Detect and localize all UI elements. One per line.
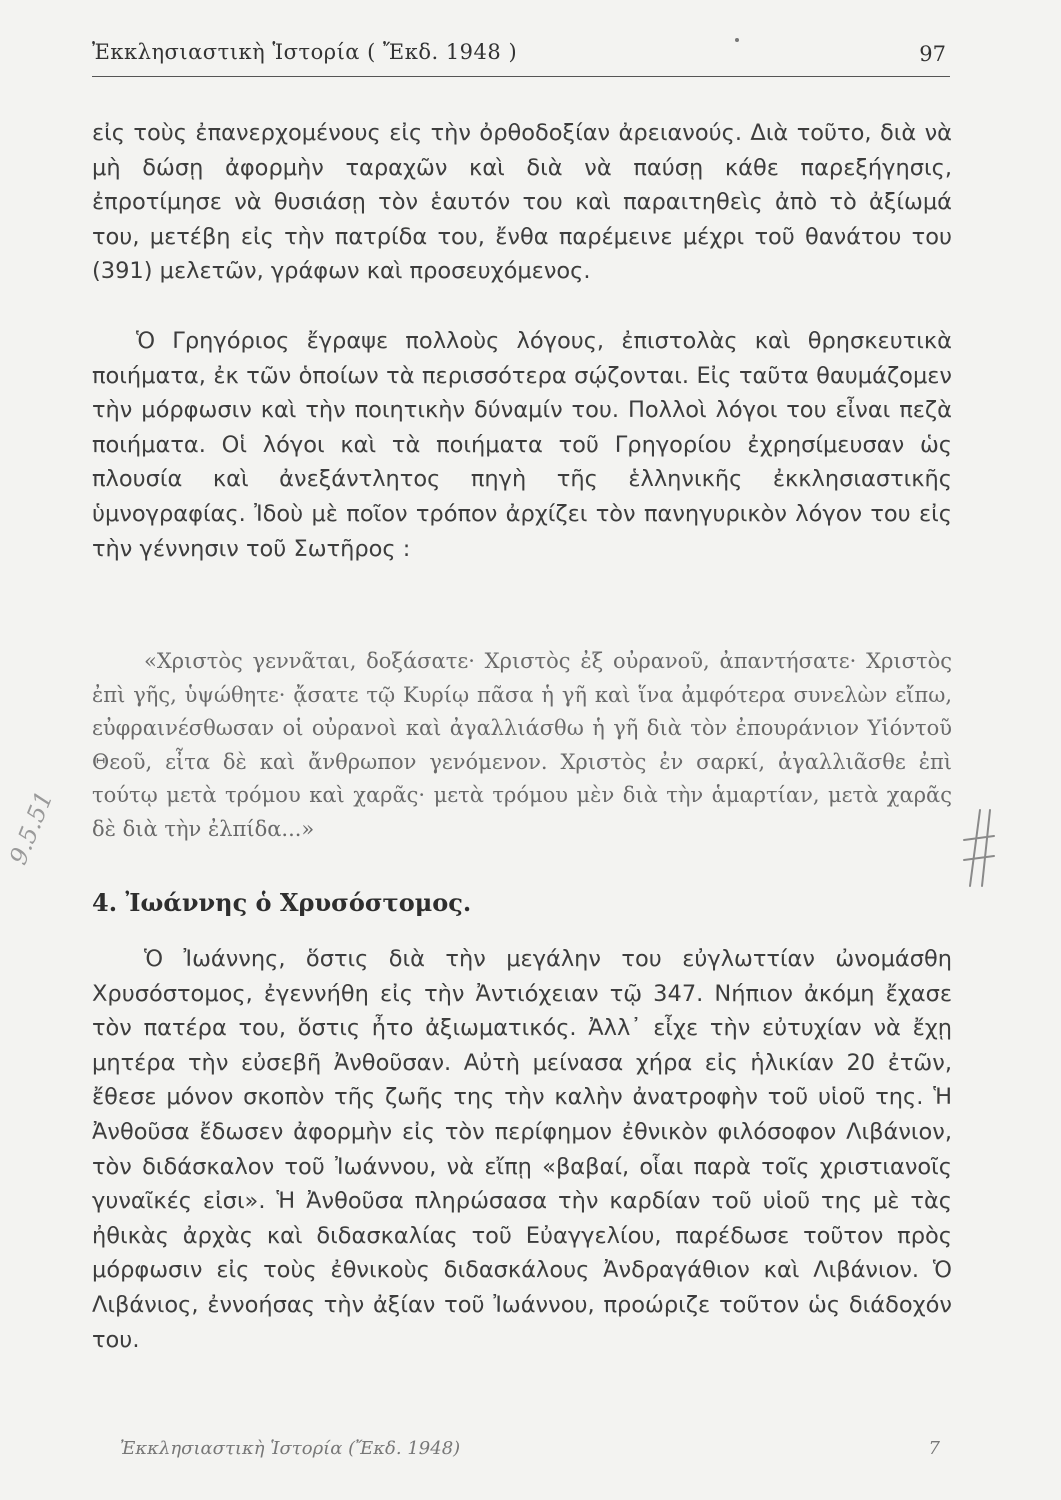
paragraph-3-text: Ὁ Ἰωάννης, ὅστις διὰ τὴν μεγάλην του εὐγλωττίαν ὠνομάσθη Χρυσόστομος, ἐγεννήθη εἰς τὴν Ἀντιόχειαν τῷ 347. Νήπιον ἀκόμη ἔχασε τὸν πατέρα του, ὅστις ἦτο ἀξιωματικός. Ἀλλ᾽ εἶχε τὴν εὐτυχίαν νὰ ἔχῃ μητέρα τὴν εὐσεβῆ Ἀνθοῦσαν. Αὐτὴ μείνασα χήρα εἰς ἡλικίαν 20 ἐτῶν, ἔθεσε μόνον σκοπὸν τῆς ζωῆς της τὴν καλὴν ἀνατροφὴν τοῦ υἱοῦ της. Ἡ Ἀνθοῦσα ἔδωσεν ἀφορμὴν εἰς τὸν περίφημον ἐθνικὸν φιλόσοφον Λιβάνιον, τὸν διδάσκαλον τοῦ Ἰωάννου, νὰ εἴπῃ «βαβαί, οἷαι παρὰ τοῖς χριστιανοῖς γυναῖκές εἰσι». Ἡ Ἀνθοῦσα πληρώσασα τὴν καρδίαν τοῦ υἱοῦ της μὲ τὰς ἠθικὰς ἀρχὰς καὶ διδασκαλίας τοῦ Εὐαγγελίου, παρέδωσε τοῦτον πρὸς μόρφωσιν εἰς τοὺς ἐθνικοὺς διδασκάλους Ἀνδραγάθιον καὶ Λιβάνιον. Ὁ Λιβάνιος, ἐννοήσας τὴν ἀξίαν τοῦ Ἰωάννου, προώριζε τοῦτον ὡς διάδοχόν του. [92,946,952,1353]
paragraph-2 [92,324,952,566]
block-quote: «Χριστὸς γεννᾶται, δοξάσατε· Χριστὸς ἐξ οὐρανοῦ, ἀπαντήσατε· Χριστὸς ἐπὶ γῆς, ὑψώθητε· ᾄσατε τῷ Κυρίῳ πᾶσα ἡ γῆ καὶ ἵνα ἀμφότερα συνελὼν εἴπω, εὐφραινέσθωσαν οἱ οὐρανοὶ καὶ ἀγαλλιάσθω ἡ γῆ διὰ τὸν ἐπουράνιον Υἱόντοῦ Θεοῦ, εἶτα δὲ καὶ ἄνθρωπον γενόμενον. Χριστὸς ἐν σαρκί, ἀγαλλιᾶσθε ἐπὶ τούτῳ μετὰ τρόμου καὶ χαρᾶς· μετὰ τρόμου μὲν διὰ τὴν ἁμαρτίαν, μετὰ χαρᾶς δὲ διὰ τὴν ἐλπίδα...» [92,649,952,841]
signature-mark: 7 [928,1438,940,1459]
paragraph-3 [92,942,952,1357]
section-heading: 4. Ἰωάννης ὁ Χρυσόστομος. [92,888,472,917]
page-number: 97 [919,42,946,66]
handwritten-margin-note: 9.5.51 [4,787,59,869]
running-title: Ἐκκλησιαστικὴ Ἱστορία ( Ἔκδ. 1948 ) [92,40,518,64]
running-header [92,36,950,77]
print-speck [735,38,739,42]
paragraph-1 [92,116,952,289]
paragraph-2-text: Ὁ Γρηγόριος ἔγραψε πολλοὺς λόγους, ἐπιστολὰς καὶ θρησκευτικὰ ποιήματα, ἐκ τῶν ὁποίων τὰ περισσότερα σῴζονται. Εἰς ταῦτα θαυμάζομεν τὴν μόρφωσιν καὶ τὴν ποιητικὴν δύναμίν του. Πολλοὶ λόγοι του εἶναι πεζὰ ποιήματα. Οἱ λόγοι καὶ τὰ ποιήματα τοῦ Γρηγορίου ἐχρησίμευσαν ὡς πλουσία καὶ ἀνεξάντλητος πηγὴ τῆς ἑλληνικῆς ἐκκλησιαστικῆς ὑμνογραφίας. Ἰδοὺ μὲ ποῖον τρόπον ἀρχίζει τὸν πανηγυρικὸν λόγον του εἰς τὴν γέννησιν τοῦ Σωτῆρος : [92,328,952,562]
handwritten-hash-icon [962,808,996,888]
paragraph-1-text: εἰς τοὺς ἐπανερχομένους εἰς τὴν ὀρθοδοξίαν ἀρειανούς. Διὰ τοῦτο, διὰ νὰ μὴ δώσῃ ἀφορμὴν ταραχῶν καὶ διὰ νὰ παύσῃ κάθε παρεξήγησις, ἐπροτίμησε νὰ θυσιάσῃ τὸν ἑαυτόν του καὶ παραιτηθεὶς ἀπὸ τὸ ἀξίωμά του, μετέβη εἰς τὴν πατρίδα του, ἔνθα παρέμεινε μέχρι τοῦ θανάτου του (391) μελετῶν, γράφων καὶ προσευχόμενος. [92,120,952,285]
footer-title: Ἐκκλησιαστικὴ Ἱστορία (Ἔκδ. 1948) [120,1438,461,1459]
